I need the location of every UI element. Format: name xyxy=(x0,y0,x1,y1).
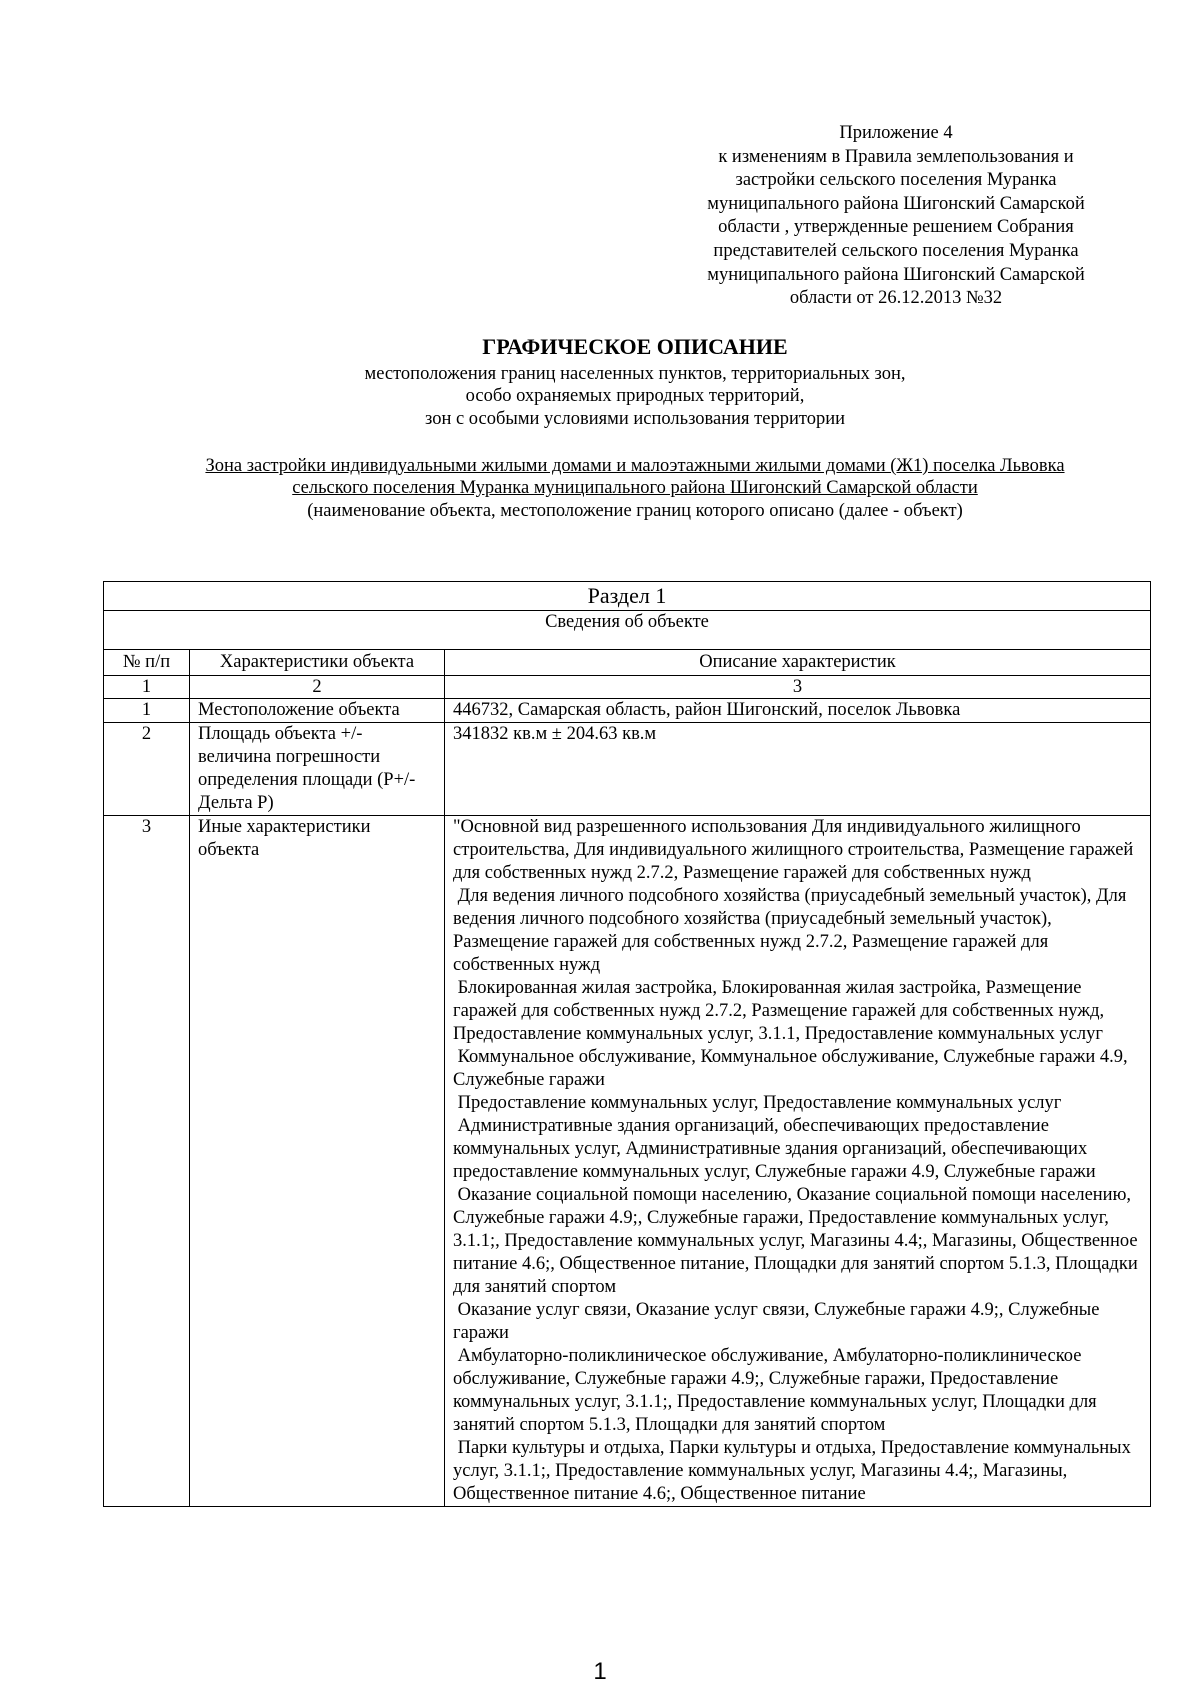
description-paragraph: Амбулаторно-поликлиническое обслуживание, Амбулаторно-поликлиническое обслуживание, Служебные гаражи 4.9;, Служебные гаражи, Предоставление коммунальных услуг, 3.1.1;, Предоставление коммунальных услуг, Площадки для занятий спортом 5.1.3, Площадки для занятий спортом xyxy=(453,1346,1102,1435)
object-name-caption: (наименование объекта, местоположение границ которого описано (далее - объект) xyxy=(307,500,963,521)
table-row xyxy=(104,699,1151,723)
appendix-block xyxy=(686,122,1106,311)
section-title: Раздел 1 xyxy=(104,582,1151,611)
appendix-line: области , утвержденные решением Собрания xyxy=(718,217,1074,238)
object-info-table xyxy=(103,581,1151,1507)
column-number: 1 xyxy=(104,676,190,699)
column-number: 3 xyxy=(445,676,1151,699)
column-header: Характеристики объекта xyxy=(190,650,445,676)
description-paragraph: Парки культуры и отдыха, Парки культуры и отдыха, Предоставление коммунальных услуг, 3.1.1;, Предоставление коммунальных услуг, Магазины 4.4;, Магазины, Общественное питание 4.6;, Общественное питание xyxy=(453,1438,1136,1504)
table-row xyxy=(104,723,1151,816)
appendix-line: Приложение 4 xyxy=(839,123,953,143)
table-row xyxy=(104,816,1151,1507)
page-number: 1 xyxy=(593,1658,607,1685)
description-paragraph: 341832 кв.м ± 204.63 кв.м xyxy=(453,724,657,744)
document-title: ГРАФИЧЕСКОЕ ОПИСАНИЕ xyxy=(482,334,788,359)
row-description xyxy=(445,723,1151,816)
row-characteristic: Иные характеристики объекта xyxy=(190,816,445,1507)
appendix-line: муниципального района Шигонский Самарской xyxy=(707,193,1085,214)
object-name-line: сельского поселения Муранка муниципального района Шигонский Самарской области xyxy=(292,478,978,499)
description-paragraph: Коммунальное обслуживание, Коммунальное обслуживание, Служебные гаражи 4.9, Служебные гаражи xyxy=(453,1047,1133,1090)
column-header: Описание характеристик xyxy=(445,650,1151,676)
row-description xyxy=(445,699,1151,723)
object-name-block xyxy=(0,455,1200,522)
document-subtitle xyxy=(0,363,1200,430)
appendix-line: области от 26.12.2013 №32 xyxy=(789,288,1003,309)
description-paragraph: Оказание услуг связи, Оказание услуг связи, Служебные гаражи 4.9;, Служебные гаражи xyxy=(453,1300,1105,1343)
description-paragraph: Административные здания организаций, обеспечивающих предоставление коммунальных услуг, Административные здания организаций, обеспечивающих предоставление коммунальных услуг, Служебные гаражи 4.9, Служебные гаражи xyxy=(453,1116,1096,1182)
column-header: № п/п xyxy=(104,650,190,676)
description-paragraph: Блокированная жилая застройка, Блокированная жилая застройка, Размещение гаражей для собственных нужд 2.7.2, Размещение гаражей для собственных нужд, Предоставление коммунальных услуг, 3.1.1, Предоставление коммунальных услуг xyxy=(453,978,1109,1044)
column-number: 2 xyxy=(190,676,445,699)
row-number: 2 xyxy=(104,723,190,816)
row-characteristic: Площадь объекта +/- величина погрешности определения площади (Р+/- Дельта Р) xyxy=(190,723,445,816)
appendix-line: представителей сельского поселения Муранка xyxy=(713,240,1079,261)
row-characteristic: Местоположение объекта xyxy=(190,699,445,723)
description-paragraph: Оказание социальной помощи населению, Оказание социальной помощи населению, Служебные гаражи 4.9;, Служебные гаражи, Предоставление коммунальных услуг, 3.1.1;, Предоставление коммунальных услуг, Магазины 4.4;, Магазины, Общественное питание 4.6;, Общественное питание, Площадки для занятий спортом 5.1.3, Площадки для занятий спортом xyxy=(453,1185,1143,1297)
appendix-line: муниципального района Шигонский Самарской xyxy=(707,264,1085,285)
description-paragraph: Предоставление коммунальных услуг, Предоставление коммунальных услуг xyxy=(453,1093,1062,1113)
description-paragraph: 446732, Самарская область, район Шигонский, поселок Львовка xyxy=(453,700,961,720)
row-description xyxy=(445,816,1151,1507)
description-paragraph: "Основной вид разрешенного использования Для индивидуального жилищного строительства, Для индивидуального жилищного строительства, Размещение гаражей для собственных нужд 2.7.2, Размещение гаражей для собственных нужд xyxy=(453,817,1138,883)
row-number: 1 xyxy=(104,699,190,723)
subtitle-line: зон с особыми условиями использования территории xyxy=(425,408,845,429)
row-number: 3 xyxy=(104,816,190,1507)
section-subtitle: Сведения об объекте xyxy=(104,611,1151,650)
object-name-line: Зона застройки индивидуальными жилыми домами и малоэтажными жилыми домами (Ж1) поселка Львовка xyxy=(205,456,1065,476)
subtitle-line: особо охраняемых природных территорий, xyxy=(465,386,805,407)
subtitle-line: местоположения границ населенных пунктов, территориальных зон, xyxy=(364,364,906,384)
appendix-line: к изменениям в Правила землепользования и xyxy=(718,146,1074,167)
description-paragraph: Для ведения личного подсобного хозяйства (приусадебный земельный участок), Для ведения личного подсобного хозяйства (приусадебный земельный участок), Размещение гаражей для собственных нужд 2.7.2, Размещение гаражей для собственных нужд xyxy=(453,886,1131,975)
appendix-line: застройки сельского поселения Муранка xyxy=(735,170,1057,191)
